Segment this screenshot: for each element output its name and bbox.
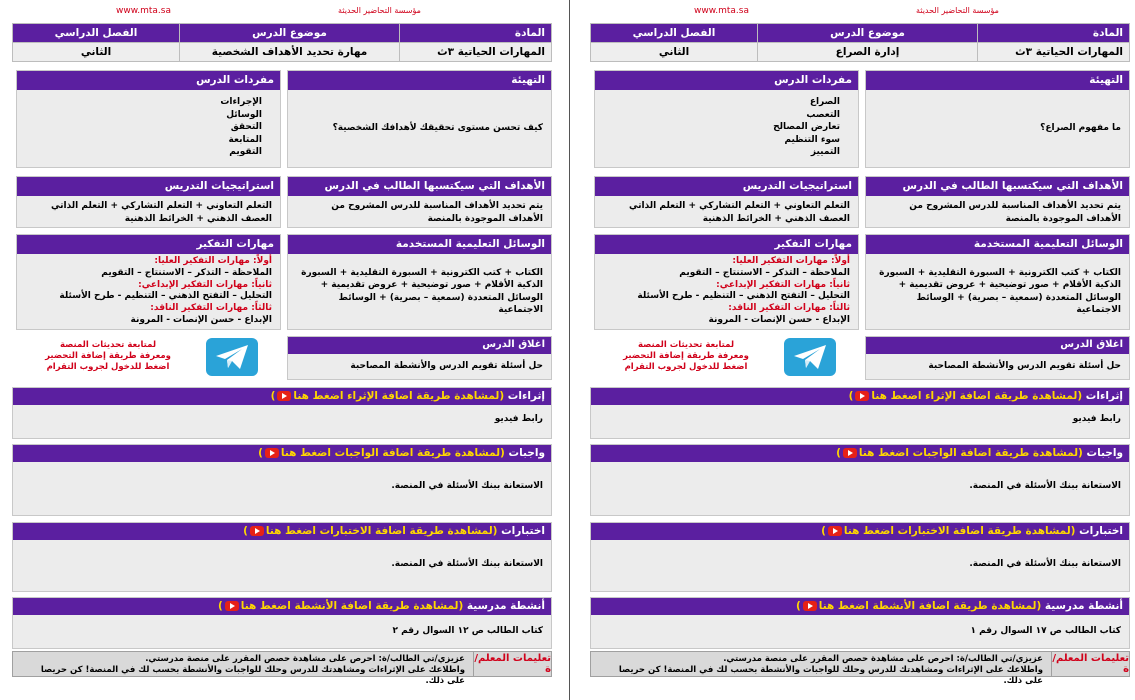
enrich-link-close: ): [848, 390, 854, 402]
homework-title: واجبات: [1086, 447, 1123, 459]
strategies-line: العصف الذهني + الخرائط الذهنية: [124, 213, 272, 224]
enrich-link[interactable]: (لمشاهدة طريقة اضافة الإثراء اضغط هنا: [871, 390, 1083, 402]
warmup-box: [287, 70, 552, 168]
thinking-heading: ثانياً: مهارات التفكير الإبداعي:: [138, 279, 272, 290]
aids-text: الكتاب + كتب الكترونية + السبورة التقليدية + السبورة الذكية الأقلام + صور توضيحية + عروض تقديمية + الوسائل المتعددة (سمعية – بصرية) + الوسائط الاجتماعية: [301, 267, 543, 315]
activities-title: أنشطة مدرسية: [466, 600, 545, 612]
activities-header[interactable]: [13, 598, 551, 615]
teacher-line: عزيزي/تي الطالب/ة: احرص على مشاهدة حصص المقرر على منصة مدرستي.: [145, 654, 465, 664]
youtube-icon[interactable]: [265, 448, 279, 458]
youtube-icon[interactable]: [250, 526, 264, 536]
teacher-line: واطلاعك على الإثراءات ومشاهدتك للدرس وحلك للواجبات والأنشطة بحسب لك في المنصة! كن حريصا على ذلك.: [40, 665, 465, 686]
aids-box: [287, 234, 552, 330]
site-url[interactable]: www.mta.sa: [116, 6, 171, 16]
semester-value: الثاني: [13, 43, 180, 62]
teacher-instructions: [12, 651, 552, 686]
vocab-item: التعصب: [806, 109, 840, 120]
homework-box: [12, 444, 552, 516]
telegram-text[interactable]: [616, 340, 756, 373]
vocab-list: [595, 90, 858, 163]
strategies-line: التعلم التعاوني + التعلم التشاركي + التعلم الذاتي: [629, 201, 850, 211]
youtube-icon[interactable]: [843, 448, 857, 458]
thinking-title: مهارات التفكير: [17, 235, 280, 254]
youtube-icon[interactable]: [225, 601, 239, 611]
page-divider: [569, 0, 570, 700]
semester-label: الفصل الدراسي: [591, 24, 758, 43]
homework-link[interactable]: (لمشاهدة طريقة اضافة الواجبات اضغط هنا: [858, 447, 1083, 459]
enrich-title: إثراءات: [507, 390, 545, 402]
enrich-link[interactable]: (لمشاهدة طريقة اضافة الإثراء اضغط هنا: [293, 390, 505, 402]
youtube-icon[interactable]: [855, 391, 869, 401]
warmup-text: ما مفهوم الصراع؟: [1040, 123, 1121, 134]
vocab-title: مفردات الدرس: [17, 71, 280, 90]
warmup-title: التهيئة: [866, 71, 1129, 90]
activities-text: كتاب الطالب ص ١٢ السوال رقم ٢: [392, 626, 543, 636]
homework-text: الاستعانة ببنك الأسئلة في المنصة.: [391, 481, 543, 491]
telegram-line: اضغط للدخول لجروب التقرام: [624, 362, 748, 372]
telegram-link[interactable]: [784, 338, 840, 378]
activities-box: [590, 597, 1130, 649]
teacher-message: [25, 654, 465, 687]
org-name: مؤسسة التحاضير الحديثة: [338, 6, 421, 15]
tests-link-close: ): [821, 525, 826, 537]
teacher-label: تعليمات المعلم/ة: [474, 653, 551, 675]
vocab-box: [16, 70, 281, 168]
site-url[interactable]: www.mta.sa: [694, 6, 749, 16]
activities-title: أنشطة مدرسية: [1044, 600, 1123, 612]
semester-label: الفصل الدراسي: [13, 24, 180, 43]
top-line: [8, 0, 562, 20]
top-line: [586, 0, 1135, 20]
enrich-header[interactable]: [13, 388, 551, 405]
telegram-icon[interactable]: [206, 338, 258, 376]
goals-text: يتم تحديد الأهداف المناسبة للدرس المشروح من الأهداف الموجودة بالمنصة: [909, 201, 1121, 224]
enrich-header[interactable]: [591, 388, 1129, 405]
telegram-line: اضغط للدخول لجروب التقرام: [46, 362, 170, 372]
homework-header[interactable]: [13, 445, 551, 462]
tests-box: [590, 522, 1130, 592]
homework-link[interactable]: (لمشاهدة طريقة اضافة الواجبات اضغط هنا: [280, 447, 505, 459]
goals-text: يتم تحديد الأهداف المناسبة للدرس المشروح من الأهداف الموجودة بالمنصة: [331, 201, 543, 224]
youtube-icon[interactable]: [803, 601, 817, 611]
tests-header[interactable]: [13, 523, 551, 540]
teacher-instructions: [590, 651, 1130, 686]
youtube-icon[interactable]: [828, 526, 842, 536]
homework-link-close: ): [836, 447, 841, 459]
telegram-line: لمتابعة تحديثات المنصة: [59, 340, 157, 350]
closing-box: [287, 336, 552, 380]
thinking-box: [594, 234, 859, 330]
strategies-line: العصف الذهني + الخرائط الذهنية: [702, 213, 850, 224]
strategies-text: [595, 196, 858, 229]
goals-box: [865, 176, 1130, 228]
telegram-text[interactable]: [38, 340, 178, 373]
youtube-icon[interactable]: [277, 391, 291, 401]
activities-header[interactable]: [591, 598, 1129, 615]
warmup-title: التهيئة: [288, 71, 551, 90]
enrich-title: إثراءات: [1085, 390, 1123, 402]
strategies-box: [16, 176, 281, 228]
thinking-line: الملاحظة – التذكر – الاستنتاج – التقويم: [679, 267, 850, 278]
subject-label: المادة: [400, 24, 552, 43]
vocab-item: التمييز: [810, 147, 840, 157]
closing-text: حل أسئلة تقويم الدرس والأنشطة المصاحبة: [928, 361, 1121, 371]
strategies-text: [17, 196, 280, 229]
homework-link-close: ): [258, 447, 263, 459]
tests-header[interactable]: [591, 523, 1129, 540]
vocab-item: سوء التنظيم: [784, 134, 840, 145]
tests-text: الاستعانة ببنك الأسئلة في المنصة.: [969, 559, 1121, 569]
tests-link[interactable]: (لمشاهدة طريقة اضافة الاختبارات اضغط هنا: [265, 525, 498, 537]
warmup-box: [865, 70, 1130, 168]
enrich-text: رابط فيديو: [1072, 414, 1121, 424]
lesson-header-table: [12, 23, 552, 62]
vocab-item: التحقق: [230, 122, 262, 132]
teacher-message: [603, 654, 1043, 687]
vocab-box: [594, 70, 859, 168]
tests-title: اختبارات: [1079, 525, 1123, 537]
aids-box: [865, 234, 1130, 330]
telegram-line: ومعرفة طريقة إضافة التحضير: [623, 351, 749, 361]
enrich-box: [12, 387, 552, 439]
homework-header[interactable]: [591, 445, 1129, 462]
thinking-heading: أولاً: مهارات التفكير العليا:: [732, 256, 850, 266]
topic-value: إدارة الصراع: [758, 43, 978, 62]
tests-title: اختبارات: [501, 525, 545, 537]
thinking-line: التحليل – التفتح الذهني – التنظيم - طرح الأسئلة: [59, 291, 272, 302]
activities-box: [12, 597, 552, 649]
homework-box: [590, 444, 1130, 516]
activities-link[interactable]: (لمشاهدة طريقة اضافة الأنشطة اضغط هنا: [818, 600, 1042, 612]
vocab-list: [17, 90, 280, 163]
enrich-box: [590, 387, 1130, 439]
activities-text: كتاب الطالب ص ١٧ السوال رقم ١: [970, 626, 1121, 636]
closing-title: اغلاق الدرس: [866, 337, 1129, 354]
strategies-title: استراتيجيات التدريس: [17, 177, 280, 196]
thinking-line: الملاحظة – التذكر – الاستنتاج – التقويم: [101, 267, 272, 278]
strategies-box: [594, 176, 859, 228]
activities-link-close: ): [217, 600, 223, 612]
vocab-item: الإجراءات: [220, 97, 262, 107]
enrich-text: رابط فيديو: [494, 414, 543, 424]
strategies-line: التعلم التعاوني + التعلم التشاركي + التعلم الذاتي: [51, 201, 272, 211]
tests-text: الاستعانة ببنك الأسئلة في المنصة.: [391, 559, 543, 569]
lesson-plan-page-2: [8, 0, 562, 700]
telegram-link[interactable]: [206, 338, 262, 378]
aids-title: الوسائل التعليمية المستخدمة: [866, 235, 1129, 254]
subject-label: المادة: [978, 24, 1130, 43]
topic-value: مهارة تحديد الأهداف الشخصية: [180, 43, 400, 62]
vocab-item: التقويم: [229, 147, 262, 157]
thinking-line: التحليل – التفتح الذهني – التنظيم - طرح الأسئلة: [637, 291, 850, 302]
homework-text: الاستعانة ببنك الأسئلة في المنصة.: [969, 481, 1121, 491]
strategies-title: استراتيجيات التدريس: [595, 177, 858, 196]
semester-value: الثاني: [591, 43, 758, 62]
goals-title: الأهداف التي سيكتسبها الطالب في الدرس: [866, 177, 1129, 196]
thinking-heading: ثانياً: مهارات التفكير الإبداعي:: [716, 279, 850, 290]
vocab-item: المتابعة: [228, 134, 262, 145]
vocab-item: الوسائل: [226, 109, 262, 120]
thinking-box: [16, 234, 281, 330]
thinking-title: مهارات التفكير: [595, 235, 858, 254]
closing-box: [865, 336, 1130, 380]
subject-value: المهارات الحياتية ٣ث: [978, 43, 1130, 62]
goals-box: [287, 176, 552, 228]
vocab-item: تعارض المصالح: [773, 122, 840, 132]
tests-link-close: ): [243, 525, 248, 537]
thinking-line: الإبداع - حسن الإنصات - المرونة: [708, 314, 850, 325]
thinking-heading: ثالثاً: مهارات التفكير الناقد:: [150, 303, 272, 314]
thinking-line: الإبداع - حسن الإنصات - المرونة: [130, 314, 272, 325]
lesson-header-table: [590, 23, 1130, 62]
telegram-icon[interactable]: [784, 338, 836, 376]
topic-label: موضوع الدرس: [758, 24, 978, 43]
tests-box: [12, 522, 552, 592]
closing-title: اغلاق الدرس: [288, 337, 551, 354]
thinking-heading: ثالثاً: مهارات التفكير الناقد:: [728, 303, 850, 314]
thinking-text: [17, 254, 280, 331]
telegram-line: ومعرفة طريقة إضافة التحضير: [45, 351, 171, 361]
aids-title: الوسائل التعليمية المستخدمة: [288, 235, 551, 254]
tests-link[interactable]: (لمشاهدة طريقة اضافة الاختبارات اضغط هنا: [843, 525, 1076, 537]
teacher-line: واطلاعك على الإثراءات ومشاهدتك للدرس وحلك للواجبات والأنشطة بحسب لك في المنصة! كن حريصا على ذلك.: [618, 665, 1043, 686]
warmup-text: كيف تحسن مستوى تحقيقك لأهدافك الشخصية؟: [332, 123, 543, 134]
telegram-line: لمتابعة تحديثات المنصة: [637, 340, 735, 350]
activities-link[interactable]: (لمشاهدة طريقة اضافة الأنشطة اضغط هنا: [240, 600, 464, 612]
activities-link-close: ): [795, 600, 801, 612]
vocab-item: الصراع: [809, 97, 840, 107]
aids-text: الكتاب + كتب الكترونية + السبورة التقليدية + السبورة الذكية الأقلام + صور توضيحية + عروض تقديمية + الوسائل المتعددة (سمعية – بصرية) + الوسائط الاجتماعية: [879, 267, 1121, 315]
subject-value: المهارات الحياتية ٣ث: [400, 43, 552, 62]
org-name: مؤسسة التحاضير الحديثة: [916, 6, 999, 15]
lesson-plan-page-1: [586, 0, 1135, 700]
thinking-text: [595, 254, 858, 331]
thinking-heading: أولاً: مهارات التفكير العليا:: [154, 256, 272, 266]
goals-title: الأهداف التي سيكتسبها الطالب في الدرس: [288, 177, 551, 196]
closing-text: حل أسئلة تقويم الدرس والأنشطة المصاحبة: [350, 361, 543, 371]
vocab-title: مفردات الدرس: [595, 71, 858, 90]
teacher-label: تعليمات المعلم/ة: [1052, 653, 1129, 675]
teacher-line: عزيزي/تي الطالب/ة: احرص على مشاهدة حصص المقرر على منصة مدرستي.: [723, 654, 1043, 664]
homework-title: واجبات: [508, 447, 545, 459]
topic-label: موضوع الدرس: [180, 24, 400, 43]
enrich-link-close: ): [270, 390, 276, 402]
